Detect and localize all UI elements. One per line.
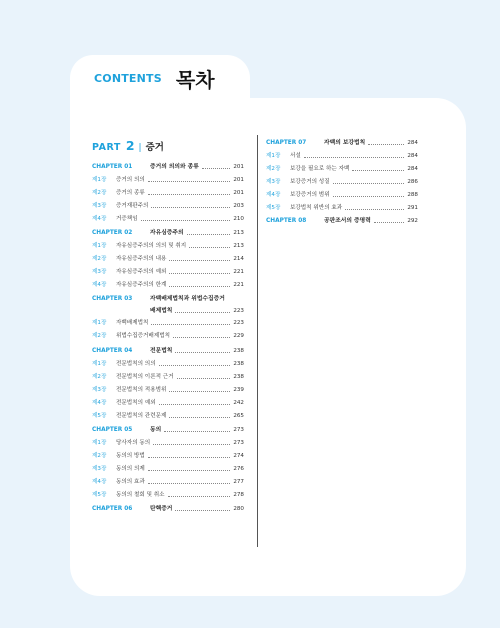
toc-section-row	[92, 281, 244, 289]
toc-section-row	[92, 465, 244, 473]
section-number: 제1장	[92, 361, 107, 367]
chapter-title: 증거의 의의와 종류	[150, 164, 199, 170]
page-number: 221	[233, 269, 244, 275]
page-number: 274	[233, 453, 244, 459]
page-number: 201	[233, 190, 244, 196]
section-title: 전문법칙의 의의	[116, 361, 156, 367]
toc-chapter-row	[92, 426, 244, 434]
section-number: 제3장	[92, 466, 107, 472]
page-number: 265	[233, 413, 244, 419]
page-number: 277	[233, 479, 244, 485]
toc-section-row	[92, 360, 244, 368]
leader-dots	[352, 165, 404, 171]
section-title: 자유심증주의의 의의 및 취지	[116, 243, 187, 249]
page-number: 238	[233, 361, 244, 367]
toc-chapter-row	[92, 163, 244, 171]
page-number: 223	[233, 320, 244, 326]
leader-dots	[187, 229, 231, 235]
page-number: 276	[233, 466, 244, 472]
leader-dots	[175, 505, 230, 511]
leader-dots	[333, 191, 405, 197]
leader-dots	[169, 281, 230, 287]
chapter-title: 탄핵증거	[150, 506, 173, 512]
toc-chapter-row	[266, 217, 418, 225]
leader-dots	[189, 242, 230, 248]
chapter-number: CHAPTER 03	[92, 296, 133, 302]
column-divider	[257, 135, 258, 547]
section-title: 자유심증주의의 내용	[116, 256, 167, 262]
toc-section-row	[92, 202, 244, 210]
toc-section-row	[266, 178, 418, 186]
leader-dots	[151, 202, 230, 208]
chapter-number: CHAPTER 06	[92, 506, 133, 512]
page-number: 221	[233, 282, 244, 288]
page-number: 292	[407, 218, 418, 224]
page-number: 201	[233, 177, 244, 183]
leader-dots	[169, 412, 230, 418]
leader-dots	[169, 268, 230, 274]
section-number: 제3장	[266, 179, 281, 185]
chapter-title: 자유심증주의	[150, 230, 184, 236]
section-number: 제5장	[92, 492, 107, 498]
section-number: 제3장	[92, 269, 107, 275]
page-number: 229	[233, 333, 244, 339]
toc-section-row	[92, 319, 244, 327]
section-title: 전문법칙의 이론적 근거	[116, 374, 174, 380]
page-number: 239	[233, 387, 244, 393]
leader-dots	[368, 139, 404, 145]
toc-section-row	[92, 215, 244, 223]
leader-dots	[148, 478, 231, 484]
page-number: 284	[407, 166, 418, 172]
section-title: 동의의 철회 및 취소	[116, 492, 165, 498]
page-number: 210	[233, 216, 244, 222]
chapter-number: CHAPTER 05	[92, 427, 133, 433]
page-number: 223	[233, 308, 244, 314]
section-title: 자유심증주의의 한계	[116, 282, 167, 288]
leader-dots	[175, 347, 230, 353]
section-title: 동의의 의제	[116, 466, 145, 472]
section-title: 증거재판주의	[116, 203, 149, 209]
page-number: 291	[407, 205, 418, 211]
section-title: 자백배제법칙	[116, 320, 149, 326]
leader-dots	[148, 465, 231, 471]
section-number: 제2장	[92, 374, 107, 380]
page-number: 273	[233, 427, 244, 433]
page-number: 284	[407, 153, 418, 159]
page-title: 목차	[175, 68, 215, 92]
section-number: 제3장	[92, 203, 107, 209]
toc-section-row	[92, 332, 244, 340]
section-number: 제2장	[92, 333, 107, 339]
section-title: 전문법칙의 적용범위	[116, 387, 167, 393]
part-number: 2	[125, 138, 135, 153]
chapter-title: 공판조서의 증명력	[324, 218, 371, 224]
leader-dots	[169, 255, 230, 261]
leader-dots	[169, 386, 230, 392]
page-number: 288	[407, 192, 418, 198]
chapter-number: CHAPTER 02	[92, 230, 133, 236]
contents-label: CONTENTS	[94, 72, 162, 85]
leader-dots	[148, 176, 231, 182]
section-number: 제4장	[92, 479, 107, 485]
section-title: 보강증거의 범위	[290, 192, 330, 198]
section-title: 보강증거의 성질	[290, 179, 330, 185]
section-title: 동의의 효과	[116, 479, 145, 485]
section-number: 제2장	[92, 190, 107, 196]
section-title: 자유심증주의의 예외	[116, 269, 167, 275]
section-title: 보강법칙 위반의 효과	[290, 205, 343, 211]
leader-dots	[175, 307, 230, 313]
section-number: 제1장	[92, 440, 107, 446]
leader-dots	[159, 360, 231, 366]
section-number: 제1장	[266, 153, 281, 159]
leader-dots	[159, 399, 231, 405]
part-label: PART	[92, 142, 121, 153]
leader-dots	[345, 204, 404, 210]
section-title: 전문법칙의 예외	[116, 400, 156, 406]
chapter-number: CHAPTER 01	[92, 164, 133, 170]
chapter-title: 전문법칙	[150, 348, 173, 354]
chapter-title: 동의	[150, 427, 162, 433]
leader-dots	[202, 163, 230, 169]
toc-section-row	[92, 176, 244, 184]
contents-heading	[94, 64, 215, 93]
section-number: 제4장	[92, 400, 107, 406]
leader-dots	[153, 439, 230, 445]
page-number: 201	[233, 164, 244, 170]
page-number: 213	[233, 230, 244, 236]
toc-section-row	[92, 189, 244, 197]
section-title: 증거의 의의	[116, 177, 145, 183]
section-number: 제1장	[92, 243, 107, 249]
section-title: 보강을 필요로 하는 자백	[290, 166, 350, 172]
page-number: 273	[233, 440, 244, 446]
chapter-title-continued: 배제법칙	[150, 308, 173, 314]
page-number: 213	[233, 243, 244, 249]
toc-section-row	[92, 255, 244, 263]
toc-section-row	[92, 412, 244, 420]
section-number: 제5장	[92, 413, 107, 419]
leader-dots	[141, 215, 231, 221]
leader-dots	[148, 452, 231, 458]
section-title: 당사자의 동의	[116, 440, 151, 446]
section-title: 전문법칙의 관련문제	[116, 413, 167, 419]
leader-dots	[333, 178, 405, 184]
leader-dots	[177, 373, 231, 379]
page-number: 284	[407, 140, 418, 146]
section-number: 제1장	[92, 320, 107, 326]
toc-section-row	[92, 491, 244, 499]
leader-dots	[148, 189, 231, 195]
chapter-title: 자백배제법칙과 위법수집증거	[150, 296, 225, 302]
section-number: 제1장	[92, 177, 107, 183]
toc-section-row	[92, 268, 244, 276]
section-number: 제2장	[92, 453, 107, 459]
part-separator: |	[138, 143, 142, 153]
toc-section-row	[92, 399, 244, 407]
section-number: 제5장	[266, 205, 281, 211]
toc-chapter-row	[92, 347, 244, 355]
toc-section-row	[92, 373, 244, 381]
chapter-title-wrap	[150, 295, 244, 315]
section-title: 동의의 방법	[116, 453, 145, 459]
page-number: 203	[233, 203, 244, 209]
toc-section-row	[92, 242, 244, 250]
section-number: 제4장	[92, 216, 107, 222]
toc-chapter-row	[92, 229, 244, 237]
section-title: 증거의 종류	[116, 190, 145, 196]
section-number: 제2장	[92, 256, 107, 262]
leader-dots	[168, 491, 231, 497]
toc-section-row	[266, 204, 418, 212]
toc-section-row	[266, 165, 418, 173]
leader-dots	[151, 319, 230, 325]
section-title: 위법수집증거배제법칙	[116, 333, 171, 339]
toc-section-row	[92, 478, 244, 486]
toc-section-row	[266, 191, 418, 199]
part-heading	[92, 138, 164, 153]
page-number: 286	[407, 179, 418, 185]
page-number: 278	[233, 492, 244, 498]
toc-section-row	[266, 152, 418, 160]
leader-dots	[164, 426, 230, 432]
chapter-title-line2	[150, 307, 244, 315]
part-title: 증거	[145, 142, 164, 153]
page-number: 238	[233, 348, 244, 354]
toc-section-row	[92, 386, 244, 394]
toc-chapter-row	[92, 295, 244, 315]
toc-chapter-row	[92, 505, 244, 513]
chapter-number: CHAPTER 07	[266, 140, 307, 146]
chapter-number: CHAPTER 08	[266, 218, 307, 224]
leader-dots	[173, 332, 230, 338]
section-number: 제3장	[92, 387, 107, 393]
section-number: 제4장	[92, 282, 107, 288]
section-title: 거증책임	[116, 216, 138, 222]
leader-dots	[304, 152, 405, 158]
toc-section-row	[92, 452, 244, 460]
toc-chapter-row	[266, 139, 418, 147]
section-number: 제4장	[266, 192, 281, 198]
page-number: 214	[233, 256, 244, 262]
page-number: 242	[233, 400, 244, 406]
section-number: 제2장	[266, 166, 281, 172]
leader-dots	[374, 217, 404, 223]
section-title: 서설	[290, 153, 301, 159]
page-number: 238	[233, 374, 244, 380]
page-number: 280	[233, 506, 244, 512]
toc-section-row	[92, 439, 244, 447]
chapter-title: 자백의 보강법칙	[324, 140, 366, 146]
chapter-number: CHAPTER 04	[92, 348, 133, 354]
